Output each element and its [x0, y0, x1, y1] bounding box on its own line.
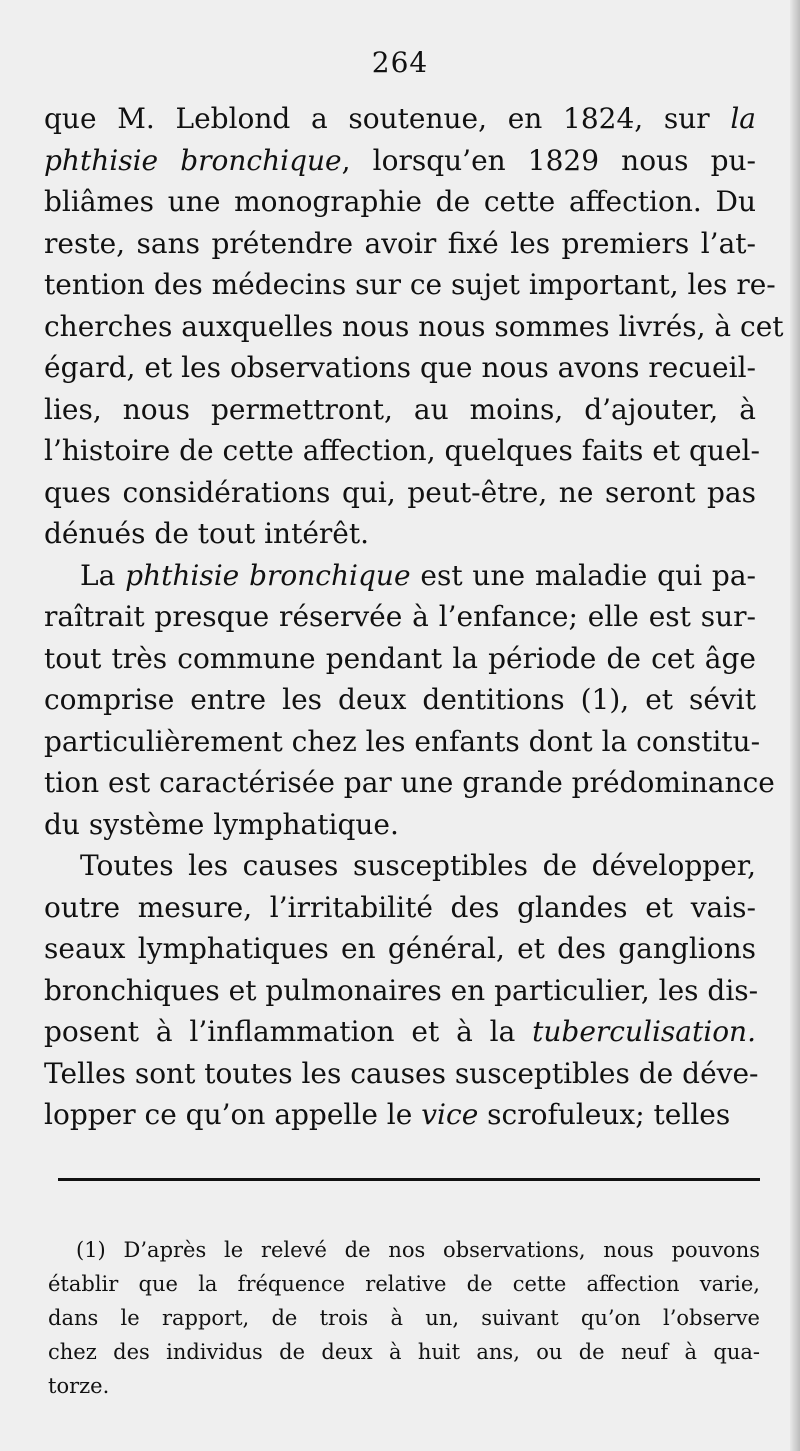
footnote-line: (1) D’après le relevé de nos observations, nous pouvons [76, 1238, 760, 1262]
text: lies, nous permettront, au moins, d’ajouter, à [44, 392, 756, 426]
text: cherches auxquelles nous nous sommes livrés, à cet [44, 309, 784, 343]
text-line [44, 181, 756, 223]
italic-text: vice [421, 1098, 479, 1131]
text-line [44, 98, 756, 140]
footnote-line: établir que la fréquence relative de cette affection varie, [48, 1272, 760, 1296]
text: bronchiques et pulmonaires en particulier, les dis- [44, 973, 759, 1007]
text-line [44, 679, 756, 721]
text-line [44, 596, 756, 638]
text-line [44, 347, 756, 389]
text-line [44, 928, 756, 970]
paragraph [44, 845, 759, 1136]
text: dénués de tout intérêt. [44, 517, 370, 550]
text-line [44, 804, 756, 846]
text-line [44, 264, 776, 306]
text-line [44, 1011, 756, 1053]
text-line [44, 223, 756, 265]
text-line [44, 306, 784, 348]
text: bliâmes une monographie de cette affection. Du [44, 185, 756, 218]
text: est une maladie qui pa- [410, 558, 756, 592]
text: seaux lymphatiques en général, et des ganglions [44, 932, 756, 965]
italic-text: la [730, 102, 756, 135]
text: particulièrement chez les enfants dont la constitu- [44, 724, 761, 758]
text-line [44, 1053, 759, 1095]
text-line [44, 845, 756, 887]
text: outre mesure, l’irritabilité des glandes et vais- [44, 890, 756, 924]
text-line [44, 638, 756, 680]
text: tion est caractérisée par une grande prédominance [44, 766, 775, 799]
footnote-separator [58, 1178, 760, 1181]
footnote-line: dans le rapport, de trois à un, suivant qu’on l’observe [48, 1306, 760, 1330]
text: tention des médecins sur ce sujet important, les re- [44, 268, 776, 301]
text-line [44, 389, 756, 431]
text: du système lymphatique. [44, 807, 399, 841]
paragraph [44, 98, 784, 555]
italic-text: tuberculisation. [532, 1015, 756, 1048]
text: tout très commune pendant la période de cet âge [44, 641, 756, 675]
text-line [44, 513, 756, 555]
paragraph [44, 555, 775, 846]
text-line [44, 140, 756, 182]
footnote [48, 1233, 760, 1403]
text: reste, sans prétendre avoir fixé les premiers l’at- [44, 226, 756, 260]
text: l’histoire de cette affection, quelques faits et quel- [44, 434, 760, 467]
body-text [44, 98, 784, 1136]
footnote-line: torze. [48, 1374, 110, 1398]
page-number: 264 [371, 46, 429, 79]
text: Toutes les causes susceptibles de développer, [80, 849, 756, 882]
text-line [44, 887, 756, 929]
text: égard, et les observations que nous avons recueil- [44, 351, 756, 384]
text: ques considérations qui, peut-être, ne seront pas [44, 475, 756, 509]
text-line [44, 1094, 756, 1136]
italic-text: phthisie bronchique [44, 143, 342, 177]
text-line [44, 970, 759, 1012]
text-line [44, 762, 775, 804]
italic-text: phthisie bronchique [125, 558, 411, 592]
text-line [44, 430, 760, 472]
text: posent à l’inflammation et à la [44, 1015, 533, 1048]
text-line [44, 555, 756, 597]
footnote-line: chez des individus de deux à huit ans, ou de neuf à qua- [48, 1340, 760, 1364]
text: scrofuleux; telles [478, 1098, 731, 1131]
text: La [80, 558, 126, 592]
text: que M. Leblond a soutenue, en 1824, sur [44, 102, 731, 135]
page-edge [790, 0, 800, 1451]
text: lopper ce qu’on appelle le [44, 1098, 422, 1131]
text: raîtrait presque réservée à l’enfance; elle est sur- [44, 600, 756, 633]
text: comprise entre les deux dentitions (1), et sévit [44, 683, 756, 716]
text: , lorsqu’en 1829 nous pu- [341, 143, 757, 177]
text-line [44, 472, 756, 514]
text-line [44, 721, 761, 763]
text: Telles sont toutes les causes susceptibles de déve- [44, 1056, 759, 1090]
